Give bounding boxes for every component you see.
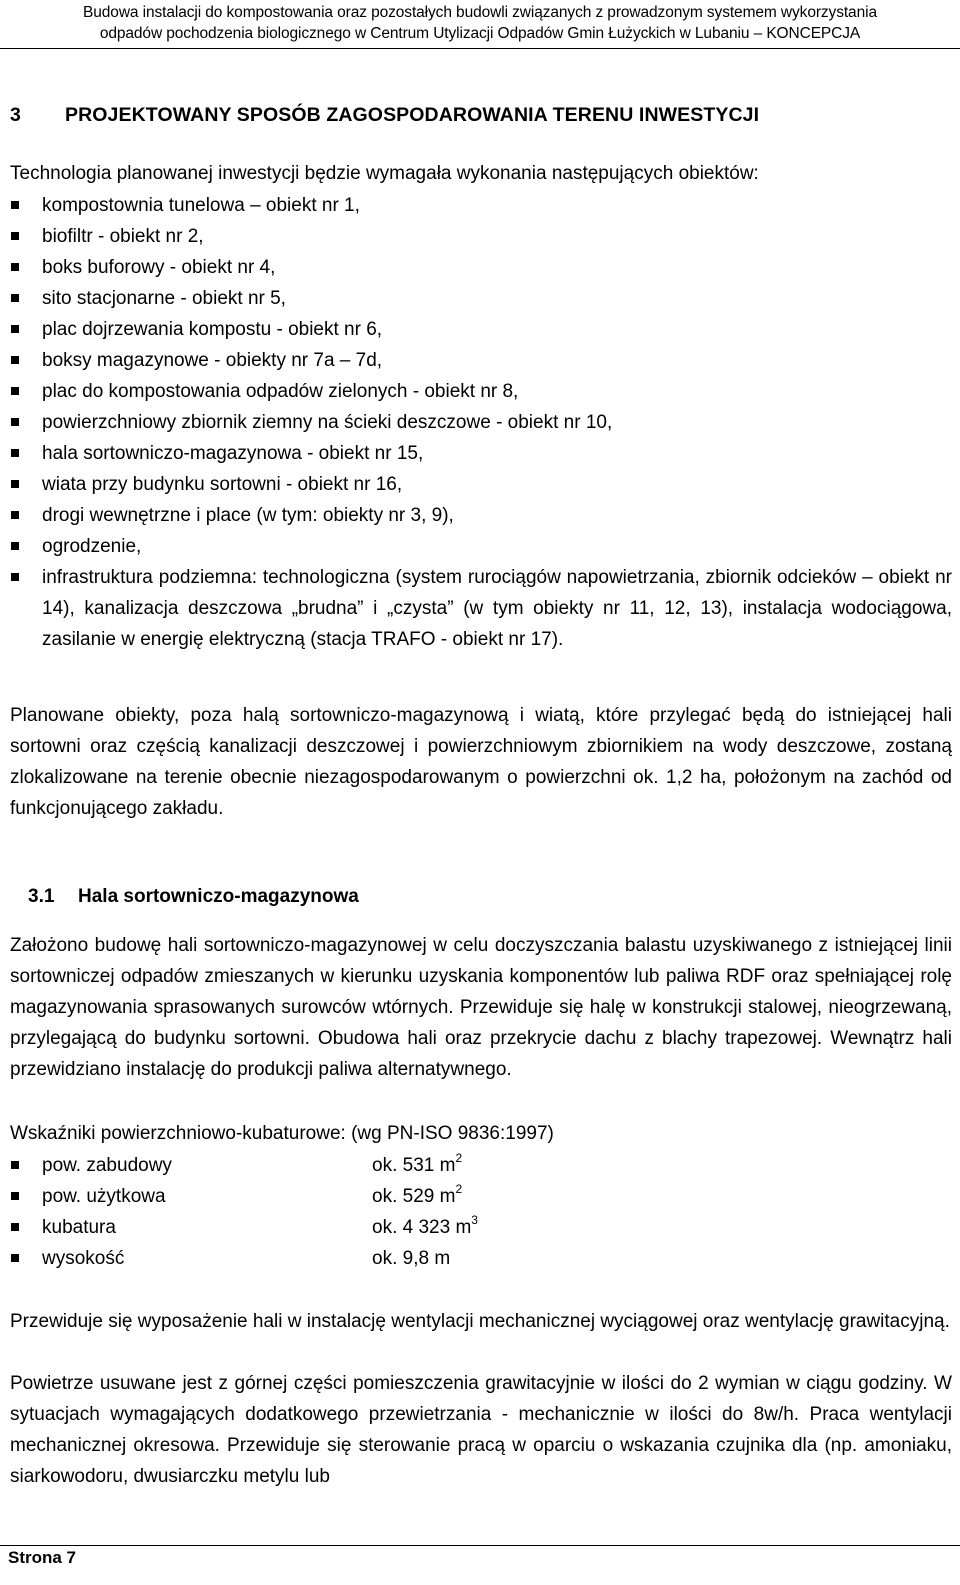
indicator-value: ok. 4 323 m (372, 1217, 472, 1238)
list-item: wiata przy budynku sortowni - obiekt nr 16, (10, 469, 952, 500)
list-item: hala sortowniczo-magazynowa - obiekt nr 15, (10, 438, 952, 469)
subsection-number: 3.1 (28, 886, 55, 907)
list-item: boks buforowy - obiekt nr 4, (10, 252, 952, 283)
list-item: infrastruktura podziemna: technologiczna (system rurociągów napowietrzania, zbiornik odcieków – obiekt nr 14), kanalizacja deszczowa „brudna” i „czysta” (w tym obiekty nr 11, 12, 13), instalacja wodociągowa, zasilanie w energię elektryczną (stacja TRAFO - obiekt nr 17). (10, 562, 952, 655)
ventilation-paragraph-1: Przewiduje się wyposażenie hali w instalację wentylacji mechanicznej wyciągowej oraz wentylację grawitacyjną. (10, 1311, 950, 1332)
list-item: kompostownia tunelowa – obiekt nr 1, (10, 190, 952, 221)
list-item: ogrodzenie, (10, 531, 952, 562)
indicator-row (10, 1212, 478, 1243)
subsection-heading (28, 886, 359, 908)
section-title: PROJEKTOWANY SPOSÓB ZAGOSPODAROWANIA TERENU INWESTYCJI (65, 104, 760, 126)
indicator-unit-exponent: 2 (455, 1182, 463, 1196)
indicator-label: pow. użytkowa (42, 1186, 166, 1207)
page-number: Strona 7 (8, 1548, 77, 1567)
indicator-value: ok. 9,8 m (372, 1248, 451, 1269)
indicators-heading: Wskaźniki powierzchniowo-kubaturowe: (wg PN-ISO 9836:1997) (10, 1123, 554, 1144)
list-item: plac dojrzewania kompostu - obiekt nr 6, (10, 314, 952, 345)
indicator-unit-exponent: 3 (471, 1213, 478, 1227)
footer-divider (0, 1545, 960, 1546)
indicator-label: wysokość (42, 1248, 125, 1269)
indicator-value: ok. 529 m (372, 1186, 456, 1207)
list-item: boksy magazynowe - obiekty nr 7a – 7d, (10, 345, 952, 376)
section-number: 3 (10, 104, 21, 126)
indicator-row (10, 1150, 478, 1181)
header-line-2: odpadów pochodzenia biologicznego w Centrum Utylizacji Odpadów Gmin Łużyckich w Lubaniu – KONCEPCJA (99, 25, 861, 42)
objects-list (10, 190, 952, 655)
indicator-label: pow. zabudowy (42, 1155, 172, 1176)
subsection-title: Hala sortowniczo-magazynowa (78, 886, 359, 907)
list-item: powierzchniowy zbiornik ziemny na ścieki deszczowe - obiekt nr 10, (10, 407, 952, 438)
indicator-unit-exponent: 2 (455, 1151, 463, 1165)
list-item: sito stacjonarne - obiekt nr 5, (10, 283, 952, 314)
list-item: plac do kompostowania odpadów zielonych - obiekt nr 8, (10, 376, 952, 407)
list-item: biofiltr - obiekt nr 2, (10, 221, 952, 252)
list-item: drogi wewnętrzne i place (w tym: obiekty nr 3, 9), (10, 500, 952, 531)
indicator-row (10, 1243, 478, 1274)
indicator-value: ok. 531 m (372, 1155, 456, 1176)
subsection-paragraph: Założono budowę hali sortowniczo-magazynowej w celu doczyszczania balastu uzyskiwanego z istniejącej linii sortowniczej odpadów zmieszanych w kierunku uzyskania komponentów lub paliwa RDF oraz spełniającej rolę magazynowania sprasowanych surowców wtórnych. Przewiduje się halę w konstrukcji stalowej, nieogrzewaną, przylegającą do budynku sortowni. Obudowa hali oraz przekrycie dachu z blachy trapezowej. Wewnątrz hali przewidziano instalację do produkcji paliwa alternatywnego. (10, 935, 952, 1080)
ventilation-paragraph-2: Powietrze usuwane jest z górnej części pomieszczenia grawitacyjnie w ilości do 2 wymian w ciągu godziny. W sytuacjach wymagających dodatkowego przewietrzania - mechanicznie w ilości do 8w/h. Praca wentylacji mechanicznej okresowa. Przewiduje się sterowanie pracą w oparciu o wskazania czujnika dla (np. amoniaku, siarkowodoru, dwusiarczku metylu lub (10, 1373, 952, 1487)
section-heading (10, 104, 759, 127)
page-header (0, 0, 960, 44)
header-line-1: Budowa instalacji do kompostowania oraz pozostałych budowli związanych z prowadzonym systemem wykorzystania (83, 4, 877, 21)
indicators-items (10, 1150, 478, 1274)
indicator-row (10, 1181, 478, 1212)
section-paragraph: Planowane obiekty, poza halą sortowniczo-magazynową i wiatą, które przylegać będą do istniejącej hali sortowni oraz częścią kanalizacji deszczowej i powierzchniowym zbiornikiem na wody deszczowe, zostaną zlokalizowane na terenie obecnie niezagospodarowanym o powierzchni ok. 1,2 ha, położonym na zachód od funkcjonującego zakładu. (10, 705, 952, 819)
indicator-label: kubatura (42, 1217, 116, 1238)
header-divider (0, 48, 960, 49)
section-intro: Technologia planowanej inwestycji będzie wymagała wykonania następujących obiektów: (10, 163, 759, 184)
